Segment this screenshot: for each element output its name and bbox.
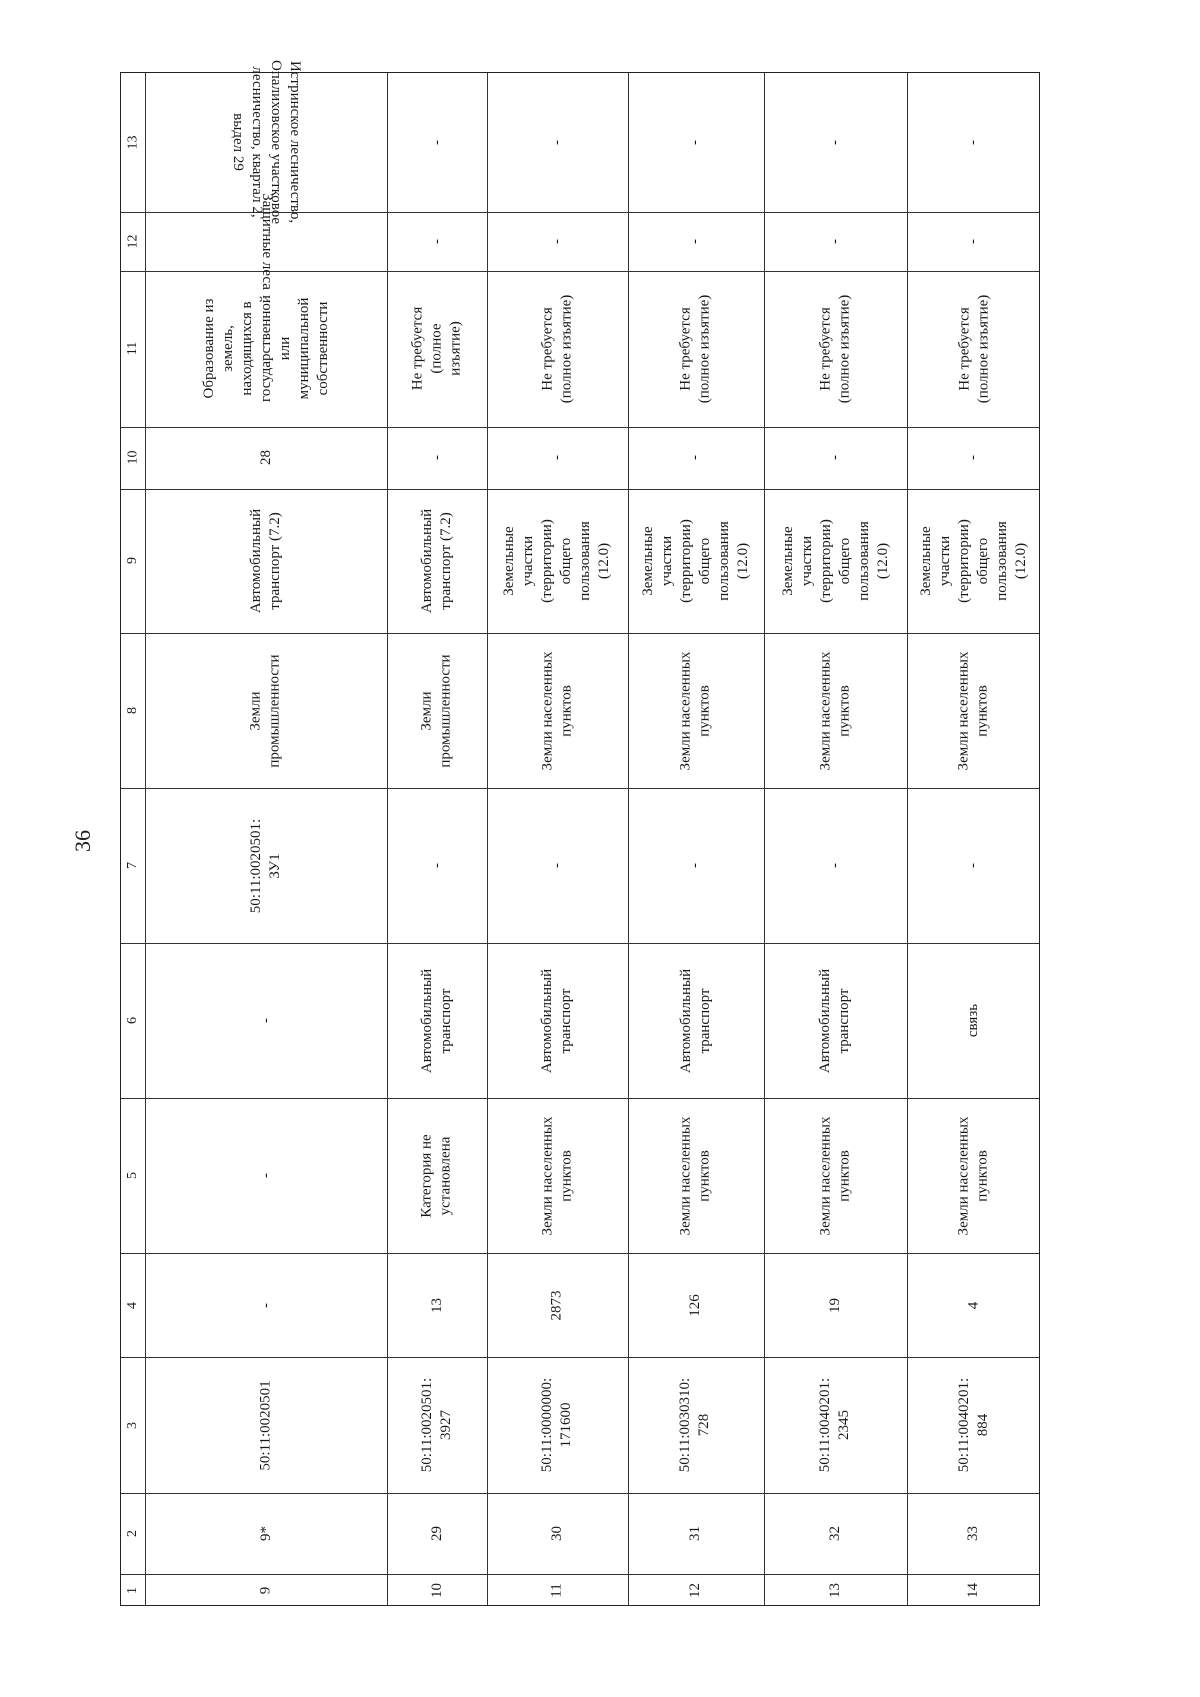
table-cell bbox=[907, 427, 1041, 489]
table-cell-text: - bbox=[548, 863, 565, 869]
table-cell bbox=[487, 943, 628, 1098]
header-cell bbox=[121, 212, 145, 272]
table-cell bbox=[628, 1574, 764, 1607]
table-cell bbox=[764, 489, 907, 634]
table-cell-text: Автомобильный транспорт bbox=[677, 968, 713, 1073]
header-cell bbox=[121, 271, 145, 426]
table-cell bbox=[387, 271, 487, 426]
table-cell-text: Земли населенных пунктов bbox=[955, 651, 991, 771]
table-cell-text: Не требуется (полное изъятие) bbox=[817, 294, 853, 404]
table-cell-text: Автомобильный транспорт bbox=[539, 968, 575, 1073]
table-cell-text: - bbox=[548, 238, 565, 244]
table-cell-text: 32 bbox=[826, 1526, 843, 1542]
table-cell bbox=[628, 1098, 764, 1253]
table-cell-text: 126 bbox=[687, 1293, 704, 1317]
table-cell-text: Земли населенных пунктов bbox=[817, 1116, 853, 1236]
table-cell-text: - bbox=[428, 863, 445, 869]
table-cell-text: 4 bbox=[965, 1301, 982, 1309]
table-cell-text: 50:11:0020501: ЗУ1 bbox=[248, 818, 284, 914]
table-cell-text: 28 bbox=[257, 450, 274, 466]
table-cell-text: - bbox=[965, 455, 982, 461]
table-cell bbox=[487, 633, 628, 788]
table-cell bbox=[487, 1357, 628, 1493]
table-cell bbox=[628, 73, 764, 212]
header-cell-text: 2 bbox=[125, 1530, 141, 1538]
table-cell bbox=[387, 788, 487, 943]
page-number: 36 bbox=[70, 830, 95, 852]
table-cell bbox=[907, 212, 1041, 272]
table-cell-text: - bbox=[826, 455, 843, 461]
header-cell bbox=[121, 1574, 145, 1607]
table-cell bbox=[487, 1493, 628, 1574]
header-cell-text: 4 bbox=[125, 1301, 141, 1309]
table-cell bbox=[145, 1098, 387, 1253]
table-cell bbox=[907, 1253, 1041, 1356]
table-cell-text: Не требуется (полное изъятие) bbox=[539, 294, 575, 404]
table-cell bbox=[387, 1253, 487, 1356]
table-cell bbox=[907, 1493, 1041, 1574]
table-cell bbox=[487, 788, 628, 943]
table-cell bbox=[764, 212, 907, 272]
table-cell-text: - bbox=[826, 863, 843, 869]
table-cell bbox=[387, 427, 487, 489]
table-cell bbox=[145, 1493, 387, 1574]
table-cell bbox=[145, 943, 387, 1098]
table-cell-text: Земли населенных пунктов bbox=[539, 651, 575, 771]
header-cell-text: 12 bbox=[125, 234, 141, 249]
table-cell bbox=[487, 212, 628, 272]
header-cell-text: 8 bbox=[125, 707, 141, 715]
table-cell bbox=[907, 633, 1041, 788]
table-cell bbox=[907, 1357, 1041, 1493]
table-cell-text: - bbox=[428, 455, 445, 461]
table-cell bbox=[387, 943, 487, 1098]
table-cell bbox=[628, 943, 764, 1098]
table-cell bbox=[145, 60, 387, 225]
header-cell-text: 11 bbox=[125, 342, 141, 356]
header-cell bbox=[121, 1098, 145, 1253]
table-cell-text: Автомобильный транспорт (7.2) bbox=[419, 508, 455, 613]
table-cell bbox=[145, 427, 387, 489]
table-cell bbox=[145, 1574, 387, 1607]
table-cell-text: Не требуется (полное изъятие) bbox=[955, 294, 991, 404]
table-cell-text: Земли населенных пунктов bbox=[539, 1116, 575, 1236]
table-cell bbox=[628, 1357, 764, 1493]
table-cell bbox=[628, 212, 764, 272]
table-cell bbox=[387, 489, 487, 634]
header-cell bbox=[121, 1253, 145, 1356]
table-cell-text: - bbox=[548, 455, 565, 461]
table-cell-text: - bbox=[548, 139, 565, 145]
header-cell bbox=[121, 1493, 145, 1574]
header-cell bbox=[121, 633, 145, 788]
table-cell-text: Не требуется (полное изъятие) bbox=[677, 294, 713, 404]
table-cell bbox=[387, 1574, 487, 1607]
table-cell bbox=[487, 73, 628, 212]
table-cell bbox=[764, 788, 907, 943]
table-cell bbox=[764, 1357, 907, 1493]
table-cell bbox=[764, 633, 907, 788]
table-cell bbox=[387, 73, 487, 212]
table-cell bbox=[907, 271, 1041, 426]
table-cell-text: 14 bbox=[965, 1582, 982, 1598]
table-cell bbox=[907, 788, 1041, 943]
table-cell-text: - bbox=[826, 139, 843, 145]
table-cell-text: 13 bbox=[826, 1582, 843, 1598]
header-cell bbox=[121, 427, 145, 489]
table-cell-text: 12 bbox=[687, 1582, 704, 1598]
header-cell-text: 7 bbox=[125, 862, 141, 870]
table-cell bbox=[628, 788, 764, 943]
table-cell-text: - bbox=[965, 139, 982, 145]
table-cell-text: 9 bbox=[257, 1586, 274, 1595]
table-cell-text: Земельные участки (территории) общего пользования (12.0) bbox=[639, 519, 751, 603]
table-cell bbox=[907, 489, 1041, 634]
table-cell bbox=[387, 633, 487, 788]
table-cell bbox=[764, 943, 907, 1098]
table-cell bbox=[764, 271, 907, 426]
table-cell bbox=[387, 212, 487, 272]
header-cell bbox=[121, 73, 145, 212]
table-cell bbox=[145, 633, 387, 788]
table-cell-text: 11 bbox=[548, 1583, 565, 1598]
table-cell-text: - bbox=[687, 455, 704, 461]
header-cell-text: 9 bbox=[125, 557, 141, 565]
table-cell bbox=[764, 427, 907, 489]
table-cell-text: связь bbox=[965, 1004, 982, 1038]
table-cell-text: Автомобильный транспорт (7.2) bbox=[248, 508, 284, 613]
table-cell-text: 50:11:0000000: 171600 bbox=[539, 1377, 575, 1473]
table-cell-text: - bbox=[965, 238, 982, 244]
table-cell bbox=[145, 788, 387, 943]
table-cell-text: Не требуется (полное изъятие) bbox=[409, 307, 464, 391]
table-cell-text: Защитные леса bbox=[258, 193, 275, 290]
table-cell bbox=[628, 489, 764, 634]
table-cell-text: 31 bbox=[687, 1526, 704, 1542]
table-cell-text: - bbox=[257, 1018, 274, 1024]
table-cell bbox=[487, 1253, 628, 1356]
table-cell-text: Земли населенных пунктов bbox=[677, 651, 713, 771]
table-cell-text: 33 bbox=[965, 1526, 982, 1542]
table-cell bbox=[907, 73, 1041, 212]
table-cell bbox=[487, 1098, 628, 1253]
table-cell-text: 2873 bbox=[548, 1290, 565, 1321]
table-cell bbox=[764, 1574, 907, 1607]
table-cell bbox=[764, 1098, 907, 1253]
table-cell bbox=[764, 73, 907, 212]
table-cell-text: Земельные участки (территории) общего пользования (12.0) bbox=[917, 519, 1029, 603]
table-cell-text: Земельные участки (территории) общего пользования (12.0) bbox=[779, 519, 891, 603]
table-cell-text: 50:11:0030310: 728 bbox=[677, 1377, 713, 1473]
header-cell-text: 1 bbox=[125, 1586, 141, 1594]
table-cell bbox=[628, 271, 764, 426]
table-cell bbox=[387, 1098, 487, 1253]
table-cell bbox=[628, 633, 764, 788]
header-cell bbox=[121, 489, 145, 634]
table-cell bbox=[387, 1357, 487, 1493]
table-cell-text: - bbox=[965, 863, 982, 869]
table-cell-text: Земли населенных пунктов bbox=[677, 1116, 713, 1236]
table-cell-text: 50:11:0040201: 884 bbox=[955, 1377, 991, 1473]
header-cell bbox=[121, 788, 145, 943]
table-cell bbox=[764, 1493, 907, 1574]
table-cell-text: 13 bbox=[428, 1297, 445, 1313]
table-cell-text: Образование из земель, находящихся в государственной или муниципальной собственности bbox=[200, 295, 331, 403]
table-cell bbox=[764, 1253, 907, 1356]
land-plots-table bbox=[120, 60, 1040, 1606]
table-cell-text: 10 bbox=[428, 1582, 445, 1598]
table-cell bbox=[907, 1574, 1041, 1607]
table-cell-text: - bbox=[257, 1302, 274, 1308]
table-cell-text: - bbox=[687, 238, 704, 244]
table-cell-text: Земли населенных пунктов bbox=[955, 1116, 991, 1236]
table-cell bbox=[628, 1253, 764, 1356]
table-cell bbox=[487, 271, 628, 426]
table-cell bbox=[487, 1574, 628, 1607]
table-cell-text: 9* bbox=[257, 1526, 274, 1542]
table-cell bbox=[145, 1357, 387, 1493]
header-cell-text: 3 bbox=[125, 1421, 141, 1429]
table-cell-text: 50:11:0040201: 2345 bbox=[817, 1377, 853, 1473]
table-cell-text: Земельные участки (территории) общего пользования (12.0) bbox=[501, 519, 613, 603]
table-cell bbox=[487, 427, 628, 489]
table-cell-text: 19 bbox=[826, 1297, 843, 1313]
header-cell-text: 5 bbox=[125, 1172, 141, 1180]
header-cell-text: 6 bbox=[125, 1017, 141, 1025]
header-cell bbox=[121, 943, 145, 1098]
table-cell-text: Земли промышленности bbox=[419, 654, 455, 768]
header-cell-text: 13 bbox=[125, 135, 141, 150]
table-cell-text: Автомобильный транспорт bbox=[817, 968, 853, 1073]
table-cell-text: - bbox=[826, 238, 843, 244]
table-cell-text: Категория не установлена bbox=[419, 1134, 455, 1218]
table-cell-text: - bbox=[428, 238, 445, 244]
table-cell-text: - bbox=[687, 139, 704, 145]
table-cell-text: - bbox=[428, 139, 445, 145]
table-cell-text: 29 bbox=[428, 1526, 445, 1542]
table-cell-text: 50:11:0020501: 3927 bbox=[419, 1377, 455, 1473]
table-cell-text: Автомобильный транспорт bbox=[419, 968, 455, 1073]
table-cell-text: Земли населенных пунктов bbox=[817, 651, 853, 771]
table-cell-text: Истринское лесничество, Опалиховское участковое лесничество, квартал 2, выдел 29 bbox=[230, 60, 304, 225]
table-cell bbox=[145, 489, 387, 634]
table-cell bbox=[145, 1253, 387, 1356]
table-cell-text: - bbox=[257, 1173, 274, 1179]
table-cell-text: 30 bbox=[548, 1526, 565, 1542]
table-cell bbox=[145, 271, 387, 426]
table-cell bbox=[907, 943, 1041, 1098]
table-cell-text: - bbox=[687, 863, 704, 869]
table-cell bbox=[387, 1493, 487, 1574]
table-cell bbox=[628, 427, 764, 489]
table-cell-text: Земли промышленности bbox=[248, 654, 284, 768]
table-cell bbox=[628, 1493, 764, 1574]
table-cell bbox=[487, 489, 628, 634]
header-cell-text: 10 bbox=[125, 450, 141, 465]
table-cell bbox=[907, 1098, 1041, 1253]
header-cell bbox=[121, 1357, 145, 1493]
table-cell-text: 50:11:0020501 bbox=[257, 1379, 274, 1471]
